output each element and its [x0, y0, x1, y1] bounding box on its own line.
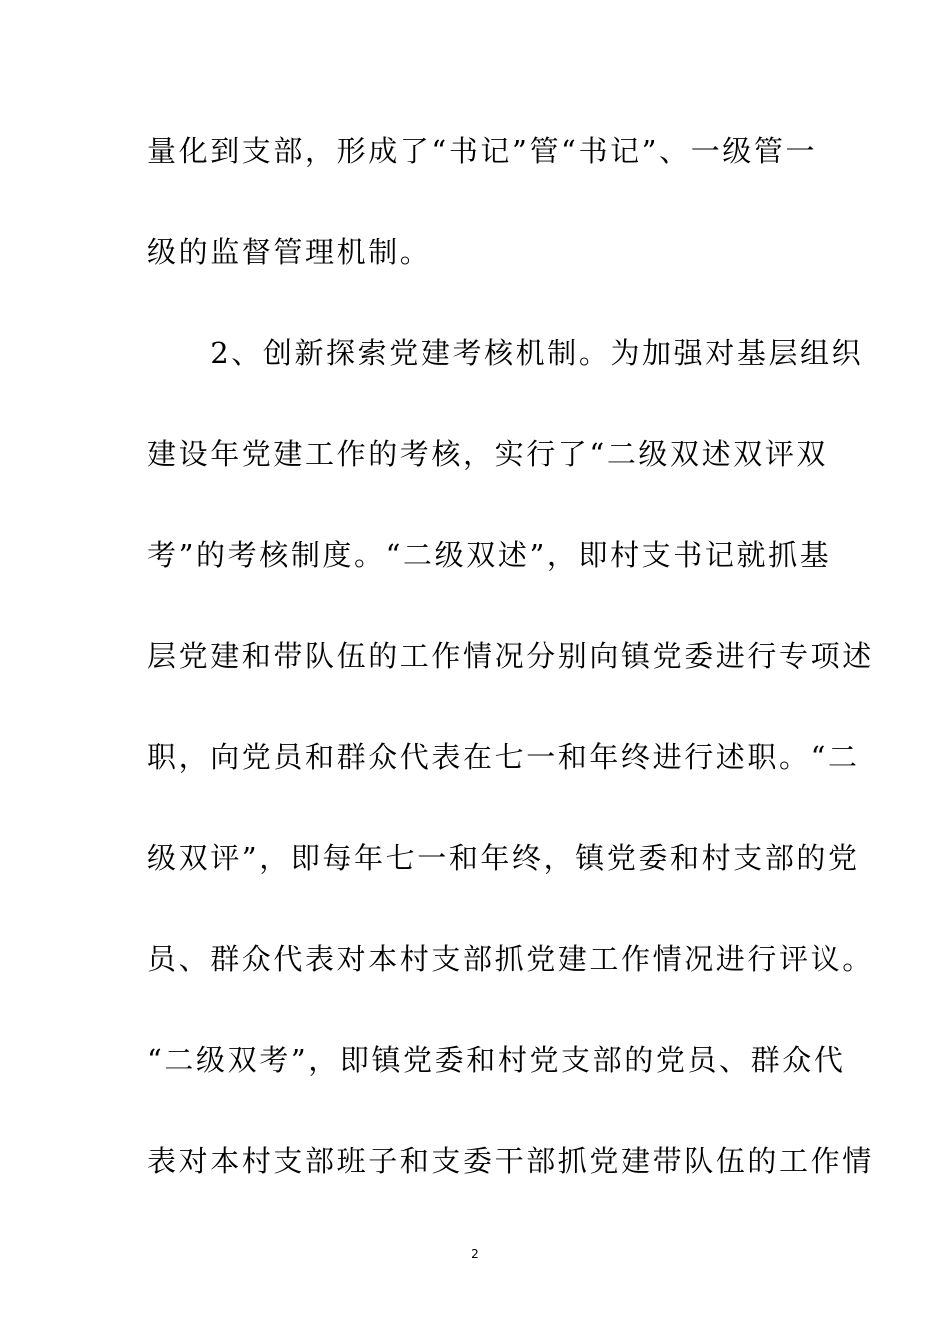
text-line: 表对本村支部班子和支委干部抓党建带队伍的工作情	[147, 1144, 874, 1178]
page-number: 2	[471, 1247, 479, 1261]
text-line: 级双评”，即每年七一和年终，镇党委和村支部的党	[147, 841, 860, 875]
text-line: 级的监督管理机制。	[147, 235, 432, 269]
text-line: 职，向党员和群众代表在七一和年终进行述职。“二	[147, 740, 860, 774]
text-line: 量化到支部，形成了“书记”管“书记”、一级管一	[147, 134, 818, 168]
body-text	[147, 126, 874, 1237]
text-line: “二级双考”，即镇党委和村党支部的党员、群众代	[147, 1043, 846, 1077]
text-line: 建设年党建工作的考核，实行了“二级双述双评双	[147, 437, 829, 471]
text-line: 层党建和带队伍的工作情况分别向镇党委进行专项述	[147, 639, 874, 673]
text-line: 考”的考核制度。“二级双述”，即村支书记就抓基	[147, 538, 832, 572]
text-line: 2、创新探索党建考核机制。为加强对基层组织	[147, 336, 864, 370]
text-line: 员、群众代表对本村支部抓党建工作情况进行评议。	[147, 942, 874, 976]
